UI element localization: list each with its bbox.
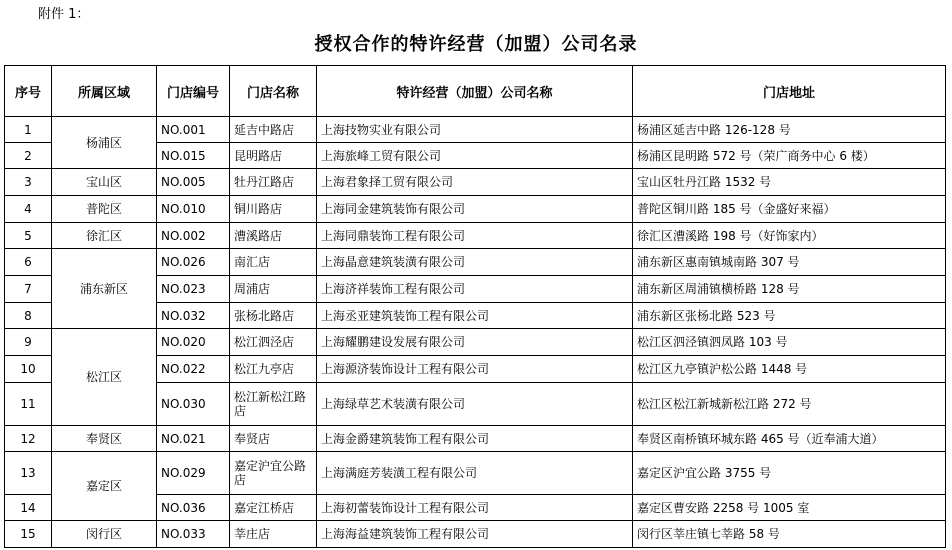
district-cell: 奉贤区 <box>52 426 157 452</box>
address-cell: 杨浦区延吉中路 126-128 号 <box>633 117 946 143</box>
seq-cell: 10 <box>5 356 52 383</box>
seq-cell: 15 <box>5 521 52 548</box>
district-cell: 普陀区 <box>52 196 157 223</box>
store-name-cell: 奉贤店 <box>230 426 317 452</box>
seq-cell: 1 <box>5 117 52 143</box>
seq-cell: 6 <box>5 249 52 276</box>
header-district: 所属区域 <box>52 66 157 117</box>
company-cell: 上海旅峰工贸有限公司 <box>317 143 633 169</box>
company-cell: 上海丞亚建筑装饰工程有限公司 <box>317 303 633 329</box>
table-row <box>5 196 946 223</box>
address-cell: 浦东新区周浦镇横桥路 128 号 <box>633 276 946 303</box>
address-cell: 宝山区牡丹江路 1532 号 <box>633 169 946 196</box>
store-name-cell: 周浦店 <box>230 276 317 303</box>
seq-cell: 9 <box>5 329 52 356</box>
seq-cell: 12 <box>5 426 52 452</box>
table-header-row <box>5 66 946 117</box>
company-cell: 上海晶意建筑装潢有限公司 <box>317 249 633 276</box>
store-no-cell: NO.020 <box>157 329 230 356</box>
seq-cell: 7 <box>5 276 52 303</box>
store-name-cell: 延吉中路店 <box>230 117 317 143</box>
seq-cell: 4 <box>5 196 52 223</box>
seq-cell: 5 <box>5 223 52 249</box>
district-cell: 宝山区 <box>52 169 157 196</box>
company-cell: 上海同金建筑装饰有限公司 <box>317 196 633 223</box>
table-row <box>5 329 946 356</box>
store-name-cell: 莘庄店 <box>230 521 317 548</box>
store-name-cell: 松江新松江路店 <box>230 383 317 426</box>
store-name-cell: 铜川路店 <box>230 196 317 223</box>
company-cell: 上海海益建筑装饰工程有限公司 <box>317 521 633 548</box>
store-no-cell: NO.002 <box>157 223 230 249</box>
store-no-cell: NO.026 <box>157 249 230 276</box>
store-no-cell: NO.010 <box>157 196 230 223</box>
header-company: 特许经营（加盟）公司名称 <box>317 66 633 117</box>
address-cell: 浦东新区惠南镇城南路 307 号 <box>633 249 946 276</box>
seq-cell: 11 <box>5 383 52 426</box>
table-row <box>5 223 946 249</box>
store-name-cell: 牡丹江路店 <box>230 169 317 196</box>
address-cell: 嘉定区曹安路 2258 号 1005 室 <box>633 495 946 521</box>
store-no-cell: NO.021 <box>157 426 230 452</box>
address-cell: 嘉定区沪宜公路 3755 号 <box>633 452 946 495</box>
store-name-cell: 嘉定沪宜公路店 <box>230 452 317 495</box>
district-cell: 嘉定区 <box>52 452 157 521</box>
company-cell: 上海源济装饰设计工程有限公司 <box>317 356 633 383</box>
address-cell: 松江区松江新城新松江路 272 号 <box>633 383 946 426</box>
district-cell: 杨浦区 <box>52 117 157 169</box>
address-cell: 奉贤区南桥镇环城东路 465 号（近奉浦大道） <box>633 426 946 452</box>
store-no-cell: NO.036 <box>157 495 230 521</box>
store-no-cell: NO.023 <box>157 276 230 303</box>
store-no-cell: NO.033 <box>157 521 230 548</box>
store-name-cell: 昆明路店 <box>230 143 317 169</box>
district-cell: 松江区 <box>52 329 157 426</box>
address-cell: 闵行区莘庄镇七莘路 58 号 <box>633 521 946 548</box>
store-no-cell: NO.029 <box>157 452 230 495</box>
company-cell: 上海同鼎装饰工程有限公司 <box>317 223 633 249</box>
header-address: 门店地址 <box>633 66 946 117</box>
header-store-name: 门店名称 <box>230 66 317 117</box>
company-cell: 上海君象择工贸有限公司 <box>317 169 633 196</box>
address-cell: 松江区泗泾镇泗凤路 103 号 <box>633 329 946 356</box>
company-cell: 上海满庭芳装潢工程有限公司 <box>317 452 633 495</box>
company-cell: 上海耀鹏建设发展有限公司 <box>317 329 633 356</box>
table-row <box>5 452 946 495</box>
header-seq: 序号 <box>5 66 52 117</box>
store-name-cell: 漕溪路店 <box>230 223 317 249</box>
company-cell: 上海金爵建筑装饰工程有限公司 <box>317 426 633 452</box>
store-no-cell: NO.032 <box>157 303 230 329</box>
company-cell: 上海济祥装饰工程有限公司 <box>317 276 633 303</box>
seq-cell: 8 <box>5 303 52 329</box>
store-name-cell: 松江泗泾店 <box>230 329 317 356</box>
store-no-cell: NO.030 <box>157 383 230 426</box>
seq-cell: 3 <box>5 169 52 196</box>
store-name-cell: 张杨北路店 <box>230 303 317 329</box>
seq-cell: 2 <box>5 143 52 169</box>
attachment-label: 附件 1： <box>38 7 90 22</box>
table-row <box>5 117 946 143</box>
store-no-cell: NO.005 <box>157 169 230 196</box>
header-store-no: 门店编号 <box>157 66 230 117</box>
address-cell: 杨浦区昆明路 572 号（荣广商务中心 6 楼） <box>633 143 946 169</box>
seq-cell: 14 <box>5 495 52 521</box>
page-title: 授权合作的特许经营（加盟）公司名录 <box>314 34 638 55</box>
district-cell: 闵行区 <box>52 521 157 548</box>
table-row <box>5 426 946 452</box>
table-row <box>5 521 946 548</box>
store-no-cell: NO.001 <box>157 117 230 143</box>
store-no-cell: NO.015 <box>157 143 230 169</box>
seq-cell: 13 <box>5 452 52 495</box>
address-cell: 普陀区铜川路 185 号（金盛好来福） <box>633 196 946 223</box>
table-row <box>5 169 946 196</box>
district-cell: 浦东新区 <box>52 249 157 329</box>
store-name-cell: 嘉定江桥店 <box>230 495 317 521</box>
company-cell: 上海初蕾装饰设计工程有限公司 <box>317 495 633 521</box>
address-cell: 松江区九亭镇沪松公路 1448 号 <box>633 356 946 383</box>
table-row <box>5 249 946 276</box>
address-cell: 浦东新区张杨北路 523 号 <box>633 303 946 329</box>
store-name-cell: 松江九亭店 <box>230 356 317 383</box>
store-name-cell: 南汇店 <box>230 249 317 276</box>
company-cell: 上海技物实业有限公司 <box>317 117 633 143</box>
address-cell: 徐汇区漕溪路 198 号（好饰家内） <box>633 223 946 249</box>
district-cell: 徐汇区 <box>52 223 157 249</box>
company-cell: 上海绿草艺术装潢有限公司 <box>317 383 633 426</box>
franchise-table <box>4 65 946 548</box>
store-no-cell: NO.022 <box>157 356 230 383</box>
